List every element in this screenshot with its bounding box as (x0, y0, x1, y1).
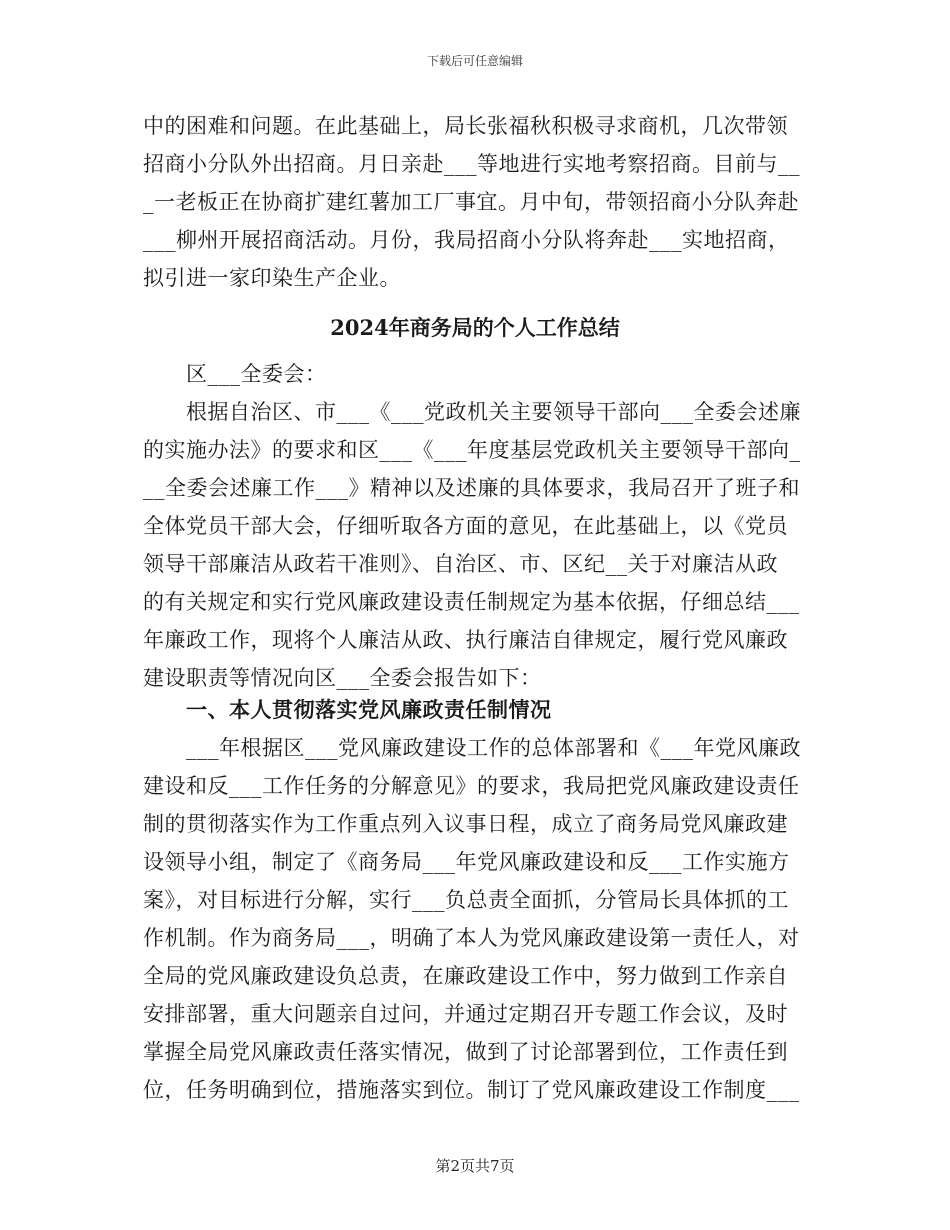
text-line: ___柳州开展招商活动。月份，我局招商小分队将奔赴___实地招商， (143, 228, 790, 252)
text-line: 全体党员干部大会，仔细听取各方面的意见，在此基础上，以《党员 (143, 514, 788, 538)
text-line: ___年根据区___党风廉政建设工作的总体部署和《___年党风廉政 (186, 736, 801, 760)
text-line: 的实施办法》的要求和区___《___年度基层党政机关主要领导干部向_ (143, 438, 801, 462)
text-line: 建设职责等情况向区___全委会报告如下： (143, 666, 542, 690)
text-line: 的有关规定和实行党风廉政建设责任制规定为基本依据，仔细总结___ (143, 590, 800, 614)
text-line: _一老板正在协商扩建红薯加工厂事宜。月中旬，带领招商小分队奔赴 (143, 190, 799, 214)
salutation: 区___全委会： (186, 362, 327, 386)
text-line: 领导干部廉洁从政若干准则》、自治区、市、区纪__关于对廉洁从政 (143, 552, 778, 576)
section-heading: 一、本人贯彻落实党风廉政责任制情况 (186, 697, 552, 722)
page-header: 下载后可任意编辑 (426, 54, 523, 68)
text-line: 建设和反___工作任务的分解意见》的要求，我局把党风廉政建设责任 (143, 774, 800, 798)
text-line: 中的困难和问题。在此基础上，局长张福秋积极寻求商机，几次带领 (143, 114, 788, 138)
text-line: 招商小分队外出招商。月日亲赴___等地进行实地考察招商。目前与__ (143, 152, 800, 176)
text-line: 安排部署，重大问题亲自过问，并通过定期召开专题工作会议，及时 (143, 1002, 788, 1026)
text-line: 掌握全局党风廉政责任落实情况，做到了讨论部署到位，工作责任到 (143, 1040, 788, 1064)
text-line: 位，任务明确到位，措施落实到位。制订了党风廉政建设工作制度___ (143, 1078, 800, 1102)
text-line: 作机制。作为商务局___，明确了本人为党风廉政建设第一责任人，对 (143, 926, 800, 950)
page-number: 第2页共7页 (435, 1157, 515, 1175)
text-line: 制的贯彻落实作为工作重点列入议事日程，成立了商务局党风廉政建 (143, 812, 788, 836)
text-line: 全局的党风廉政建设负总责，在廉政建设工作中，努力做到工作亲自 (143, 964, 788, 988)
text-line: 拟引进一家印染生产企业。 (143, 266, 401, 290)
text-line: 设领导小组，制定了《商务局___年党风廉政建设和反___工作实施方 (143, 850, 790, 874)
text-line: 根据自治区、市___《___党政机关主要领导干部向___全委会述廉 (186, 400, 801, 424)
document-title: 2024年商务局的个人工作总结 (330, 315, 620, 340)
text-line: __全委会述廉工作___》精神以及述廉的具体要求，我局召开了班子和 (143, 476, 800, 500)
text-line: 案》，对目标进行分解，实行___负总责全面抓，分管局长具体抓的工 (143, 888, 789, 912)
text-line: 年廉政工作，现将个人廉洁从政、执行廉洁自律规定，履行党风廉政 (143, 628, 788, 652)
